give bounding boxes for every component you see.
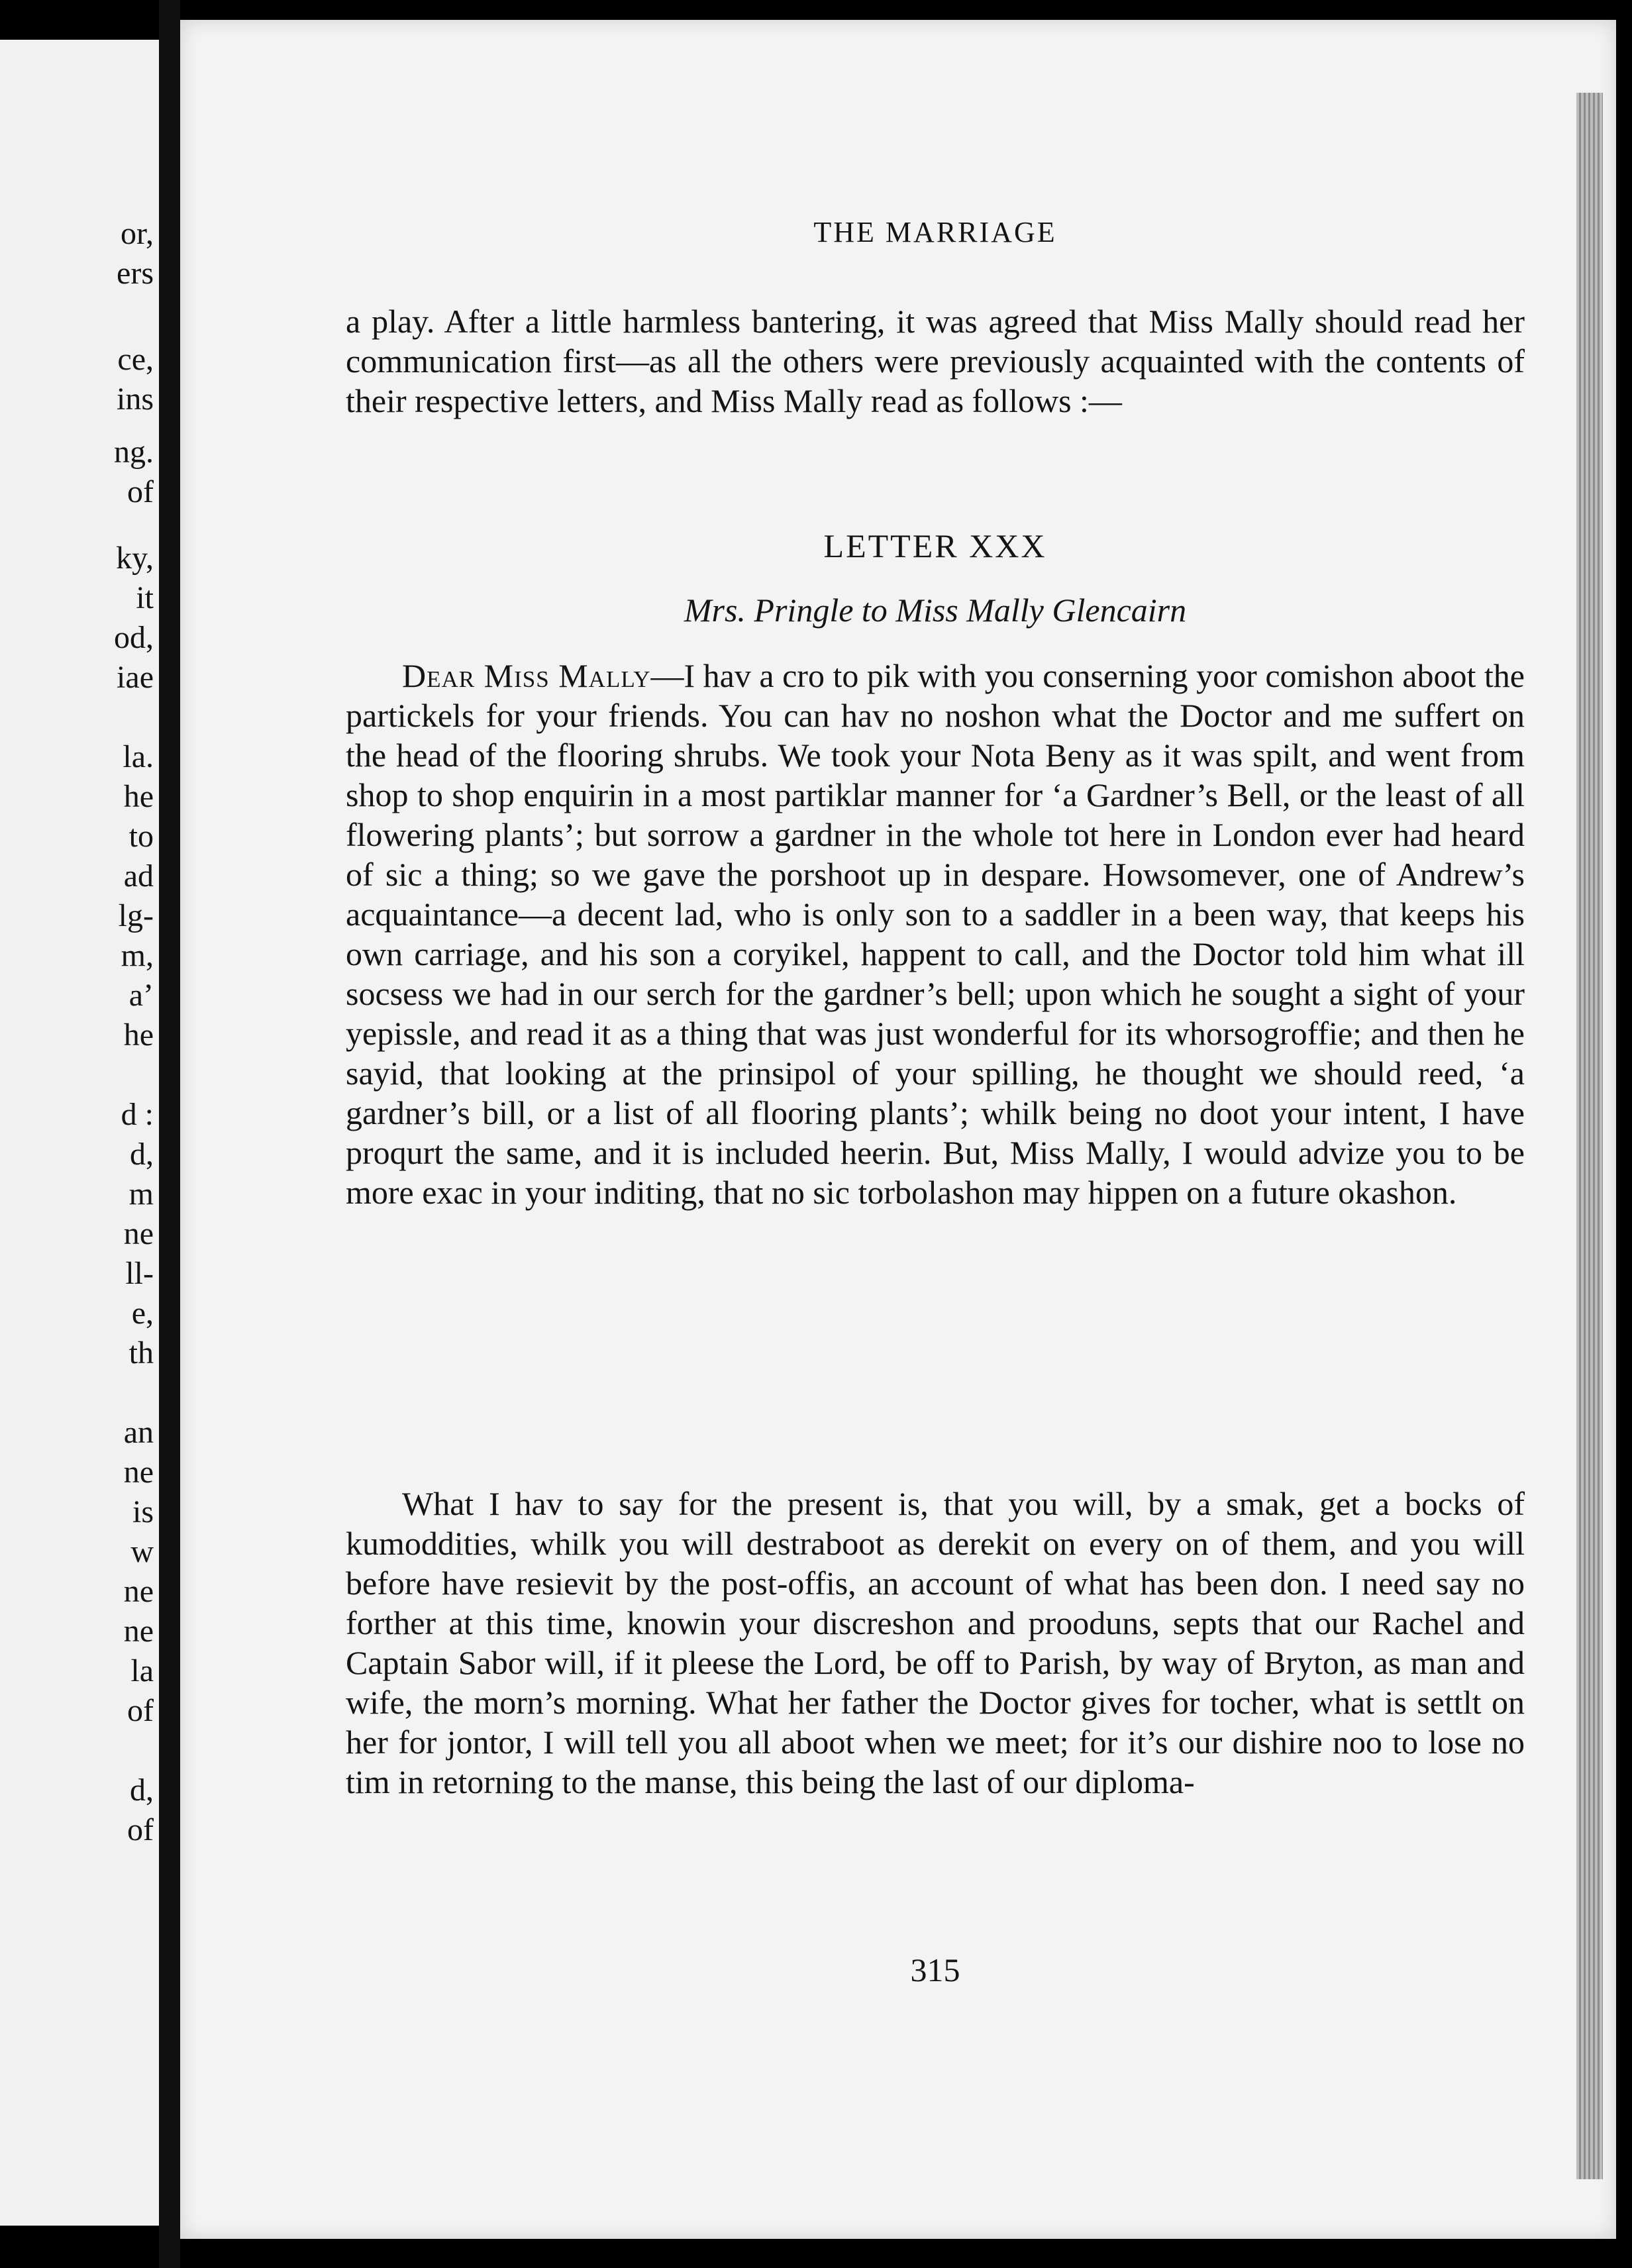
left-page-fragment: ne [123, 1216, 154, 1251]
left-page-fragment: e, [131, 1296, 154, 1331]
left-page-fragment: ins [116, 382, 154, 417]
left-page-fragment: od, [114, 620, 154, 655]
left-page-fragment: d, [130, 1137, 154, 1172]
letter-subheading: Mrs. Pringle to Miss Mally Glencairn [684, 592, 1187, 629]
left-page-fragment: ne [123, 1455, 154, 1490]
letter-heading: LETTER XXX [823, 527, 1047, 564]
left-page-fragment: la. [123, 739, 154, 774]
left-page-fragment: ce, [117, 342, 154, 377]
book-gutter [159, 0, 180, 2268]
left-page-fragment: ers [117, 256, 154, 291]
letter-paragraph-2: What I hav to say for the present is, that you will, by a smak, get a bocks of kumoddities, whilk you will destraboot as derekit on every on of them, and you will before have resievit by the post-offis, an account of what has been don. I need say no forther at this time, knowin your discreshon and prooduns, septs that our Rachel and Captain Sabor will, if it pleese the Lord, be off to Parish, by way of Bryton, as man and wife, the morn’s morning. What her father the Doctor gives for tocher, what is settlt on her for jontor, I will tell you all aboot when we meet; for it’s our dishire noo to lose no tim in retorning to the manse, this being the last of our diploma- [346, 1485, 1525, 1800]
running-head: THE MARRIAGE [813, 216, 1057, 248]
left-page-fragment: iae [117, 660, 154, 695]
left-page-fragment: lg- [118, 898, 154, 933]
left-page-fragment: ky, [116, 541, 154, 576]
left-page-fragment: an [123, 1415, 154, 1450]
left-page-fragment: la [130, 1653, 154, 1688]
left-page-fragment: d, [130, 1773, 154, 1808]
left-facing-page [0, 40, 159, 2226]
salutation: Dear Miss Mally [402, 657, 651, 694]
page-number: 315 [910, 1951, 960, 1988]
book-page [180, 20, 1616, 2239]
left-page-fragment: th [128, 1335, 154, 1370]
left-page-fragment: of [127, 474, 154, 509]
left-page-fragment: m [128, 1176, 154, 1211]
left-page-fragment: he [123, 1017, 154, 1053]
left-page-fragment: ng. [114, 435, 154, 470]
left-page-fragment: d : [121, 1097, 154, 1132]
left-page-fragment: or, [120, 216, 154, 251]
left-page-fragment: of [127, 1693, 154, 1728]
opening-paragraph: a play. After a little harmless bantering, it was agreed that Miss Mally should read her communication first—as all the others were previously acquainted with the contents of their respective letters, and Miss Mally read as follows :— [346, 303, 1525, 419]
left-page-fragment: he [123, 779, 154, 814]
left-page-fragment: ll- [125, 1256, 154, 1291]
left-page-fragment: it [136, 580, 154, 615]
left-page-fragment: to [128, 819, 154, 854]
left-page-fragment: ne [123, 1574, 154, 1609]
left-page-fragment: of [127, 1812, 154, 1847]
left-page-fragment: w [130, 1534, 154, 1569]
left-page-fragment: ad [123, 858, 154, 894]
letter-paragraph-1-text: —I hav a cro to pik with you conserning yoor comishon aboot the partickels for your friends. You can hav no noshon what the Doctor and me suffert on the head of the flooring shrubs. We took your Nota Beny as it was spilt, and went from shop to shop enquirin in a most partiklar manner for ‘a Gardner’s Bell, or the least of all flowering plants’; but sorrow a gardner in the whole tot here in London ever had heard of sic a thing; so we gave the porshoot up in despare. Howsomever, one of Andrew’s acquaintance—a decent lad, who is only son to a saddler in a been way, that keeps his own carriage, and his son a coryikel, happent to call, and the Doctor told him what ill socsess we had in our serch for the gardner’s bell; upon which he sought a sight of your yepissle, and read it as a thing that was just wonderful for its whorsogroffie; and then he sayid, that looking at the prinsipol of your spilling, he thought we should reed, ‘a gardner’s bill, or a list of all flooring plants’; whilk being no doot your intent, I have proqurt the same, and it is included heerin. But, Miss Mally, I would advize you to be more exac in your inditing, that no sic torbolashon may hippen on a future okashon. [346, 657, 1525, 1211]
left-page-fragment: a’ [128, 978, 154, 1013]
letter-paragraph-1 [346, 656, 1525, 1212]
left-page-fragment: ne [123, 1614, 154, 1649]
page-edges [1576, 93, 1603, 2179]
left-page-fragment: m, [121, 938, 154, 973]
left-page-fragment: is [132, 1494, 154, 1529]
